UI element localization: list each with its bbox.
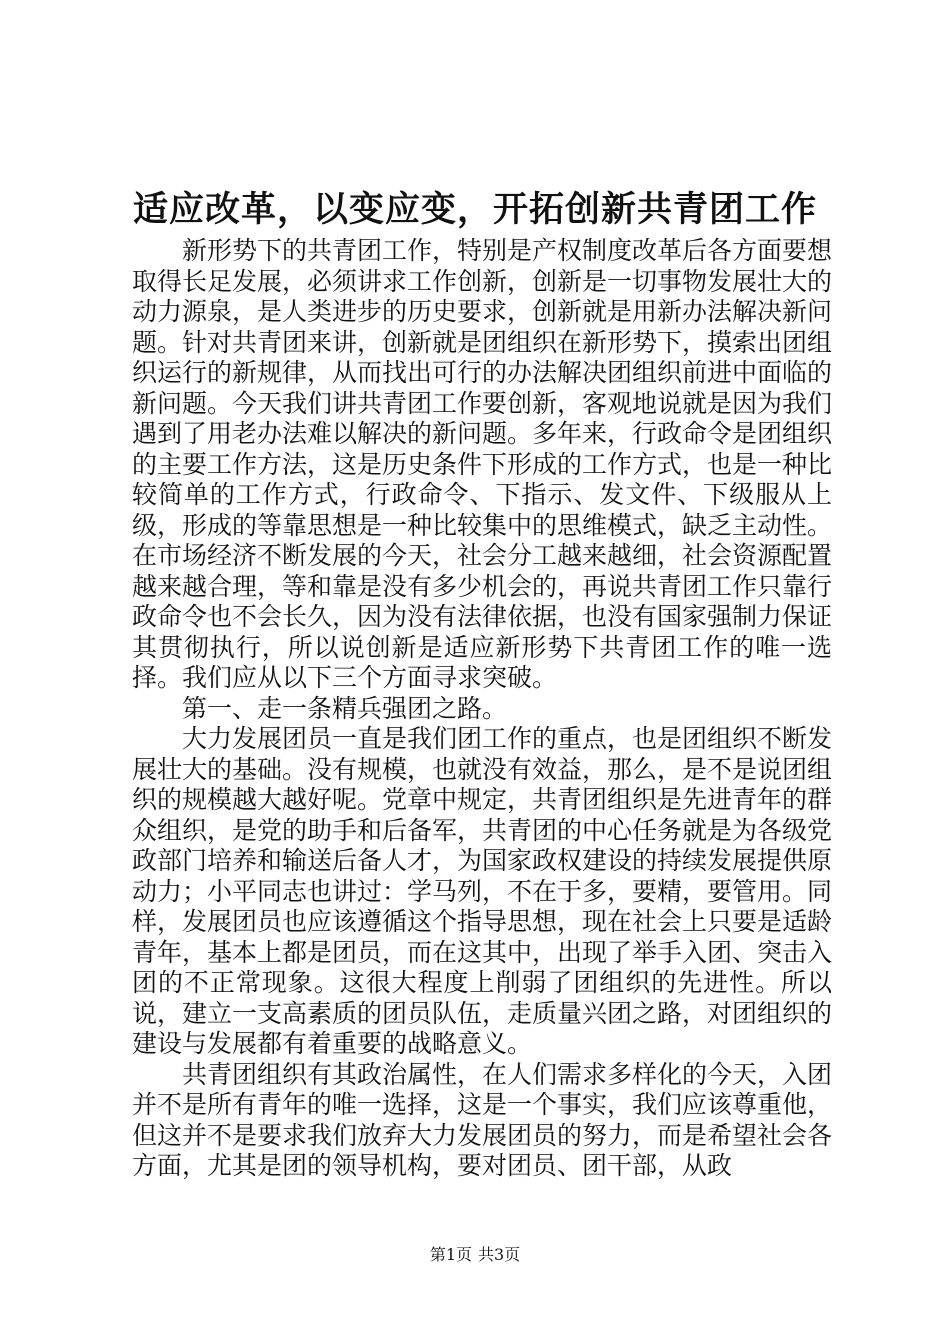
paragraph-political-attribute: 共青团组织有其政治属性，在人们需求多样化的今天，入团并不是所有青年的唯一选择，这是一个事实，我们应该尊重他，但这并不是要求我们放弃大力发展团员的努力，而是希望社会各方面，尤其是团的领导机构，要对团员、团干部，从政: [132, 1059, 833, 1180]
page-footer: [0, 1244, 950, 1266]
paragraph-member-development: 大力发展团员一直是我们团工作的重点，也是团组织不断发展壮大的基础。没有规模，也就没有效益，那么，是不是说团组织的规模越大越好呢。党章中规定，共青团组织是先进青年的群众组织，是党的助手和后备军，共青团的中心任务就是为各级党政部门培养和输送后备人才，为国家政权建设的持续发展提供原动力；小平同志也讲过：学马列，不在于多，要精，要管用。同样，发展团员也应该遵循这个指导思想，现在社会上只要是适龄青年，基本上都是团员，而在这其中，出现了举手入团、突击入团的不正常现象。这很大程度上削弱了团组织的先进性。所以说，建立一支高素质的团员队伍，走质量兴团之路，对团组织的建设与发展都有着重要的战略意义。: [132, 724, 833, 1058]
document-title: 适应改革，以变应变，开拓创新共青团工作: [132, 189, 817, 230]
page-total: 共3页: [478, 1245, 521, 1264]
page-number: 第1页: [429, 1245, 472, 1264]
paragraph-intro: 新形势下的共青团工作，特别是产权制度改革后各方面要想取得长足发展，必须讲求工作创新，创新是一切事物发展壮大的动力源泉，是人类进步的历史要求，创新就是用新办法解决新问题。针对共青团来讲，创新就是团组织在新形势下，摸索出团组织运行的新规律，从而找出可行的办法解决团组织前进中面临的新问题。今天我们讲共青团工作要创新，客观地说就是因为我们遇到了用老办法难以解决的新问题。多年来，行政命令是团组织的主要工作方法，这是历史条件下形成的工作方式，也是一种比较简单的工作方式，行政命令、下指示、发文件、下级服从上级，形成的等靠思想是一种比较集中的思维模式，缺乏主动性。在市场经济不断发展的今天，社会分工越来越细，社会资源配置越来越合理，等和靠是没有多少机会的，再说共青团工作只靠行政命令也不会长久，因为没有法律依据，也没有国家强制力保证其贯彻执行，所以说创新是适应新形势下共青团工作的唯一选择。我们应从以下三个方面寻求突破。: [132, 236, 833, 692]
document-body: [132, 236, 832, 1182]
paragraph-section-heading: 第一、走一条精兵强团之路。: [182, 693, 508, 723]
